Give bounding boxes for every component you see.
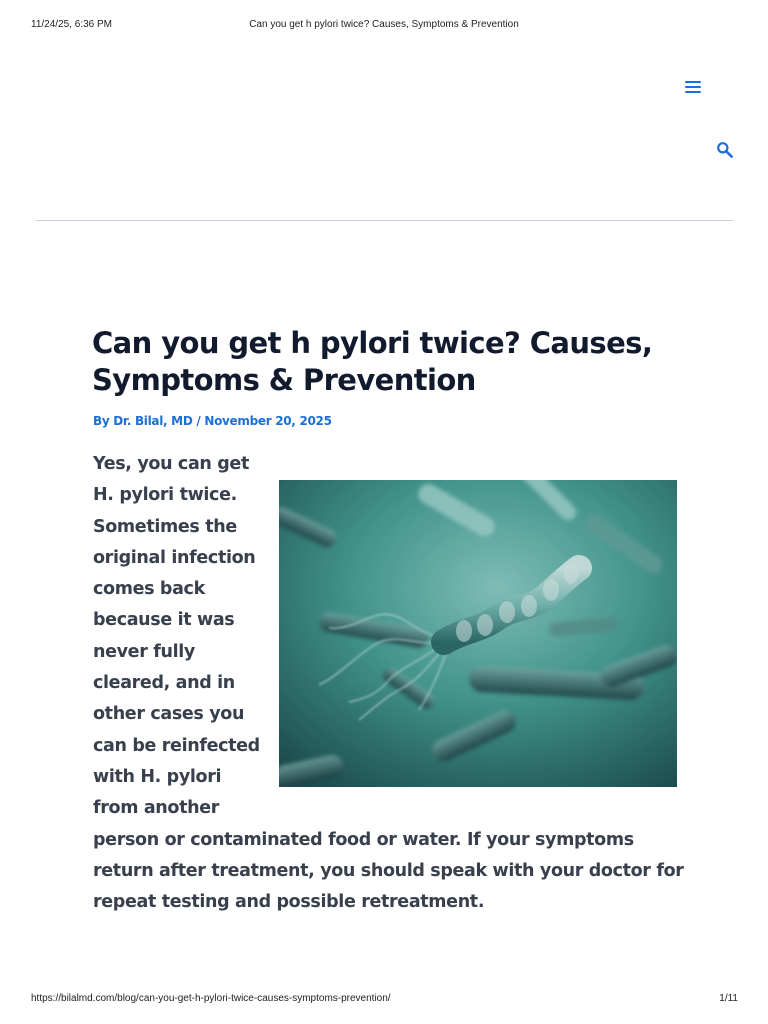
body-line: comes back — [93, 579, 205, 600]
print-header — [0, 19, 768, 33]
article-title-line-2: Symptoms & Prevention — [92, 363, 476, 397]
body-line: with H. pylori — [93, 766, 222, 787]
body-line: from another — [93, 798, 220, 819]
body-line: return after treatment, you should speak with your doctor for — [93, 860, 684, 881]
search-icon[interactable] — [716, 141, 734, 159]
print-page-number: 1/11 — [719, 993, 738, 1004]
meta-separator: / — [192, 414, 205, 428]
body-line: other cases you — [93, 704, 245, 725]
post-meta — [93, 414, 332, 428]
body-line: Sometimes the — [93, 516, 237, 537]
article-title-line-1: Can you get h pylori twice? Causes, — [92, 326, 653, 360]
print-page-title: Can you get h pylori twice? Causes, Symptoms & Prevention — [249, 19, 519, 30]
body-line: Yes, you can get — [93, 454, 249, 474]
body-line: original infection — [93, 547, 256, 568]
body-line: never fully — [93, 641, 195, 662]
author-link[interactable]: By Dr. Bilal, MD — [93, 414, 193, 428]
print-footer — [0, 993, 768, 1007]
body-line: H. pylori twice. — [93, 485, 237, 506]
body-line: repeat testing and possible retreatment. — [93, 892, 485, 913]
body-line: person or contaminated food or water. If your symptoms — [93, 829, 634, 850]
hamburger-menu-icon[interactable] — [684, 79, 702, 95]
article-intro-paragraph — [93, 449, 683, 918]
print-url: https://bilalmd.com/blog/can-you-get-h-pylori-twice-causes-symptoms-prevention/ — [31, 993, 391, 1004]
body-line: can be reinfected — [93, 735, 260, 756]
header-divider — [36, 220, 733, 221]
body-line: because it was — [93, 610, 235, 631]
print-datetime: 11/24/25, 6:36 PM — [31, 19, 112, 30]
body-line: cleared, and in — [93, 673, 235, 694]
article-title — [92, 325, 692, 399]
post-date: November 20, 2025 — [204, 414, 332, 428]
